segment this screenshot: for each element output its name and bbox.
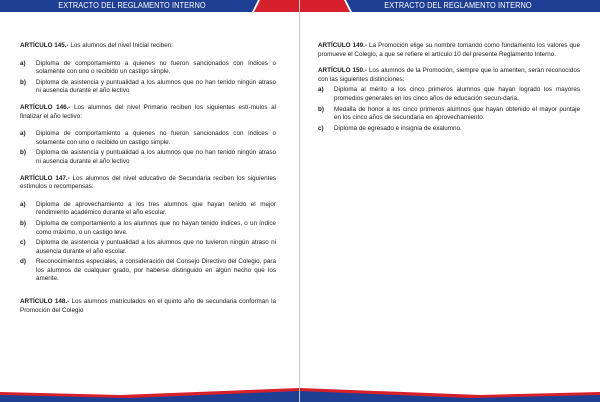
list-item: b) Medalla de honor a los cinco primeros alumnos que hayan obtenido el mayor puntaje en los cinco años de secundaria en aprovechamiento. [318, 105, 580, 122]
header-band-right [300, 0, 600, 13]
article-heading: ARTÍCULO 148.- [20, 298, 70, 306]
article-148 [20, 298, 276, 315]
list-item: b) Diploma de asistencia y puntualidad a los alumnos que no han tenido ningún atraso ni ausencia durante el año lectivo [20, 149, 276, 165]
right-content [318, 42, 580, 141]
article-heading: ARTÍCULO 147.- [20, 174, 70, 182]
article-149 [318, 42, 580, 59]
list-item: d) Reconocimientos especiales, a consideración del Consejo Directivo del Colegio, para los alumnos de cualquier grado, por haberse distinguido en algún hecho que los amerite. [20, 258, 276, 283]
list-item: a) Diploma al mérito a los cinco primeros alumnos que hayan logrado los mayores promedios generales en los cinco años de educación secun-daria. [318, 86, 580, 102]
article-150 [318, 67, 580, 133]
left-content [20, 42, 276, 323]
article-145 [20, 42, 276, 96]
header-title-left: EXTRACTO DEL REGLAMENTO INTERNO [58, 1, 206, 10]
list-item: c) Diploma de asistencia y puntualidad a los alumnos que no tuvieron ningún atraso ni ausencia durante el año escolar. [20, 239, 276, 255]
article-heading: ARTÍCULO 146.- [20, 103, 71, 111]
list-item: a) Diploma de comportamiento a quienes no fueron sancionados con índices o solamente con uno o recibido un castigo simple. [20, 130, 276, 146]
header-band-left [0, 0, 300, 13]
list-item: a) Diploma de comportamiento a quienes no fueron sancionados con índices o solamente con uno o recibido un castigo simple. [20, 59, 276, 76]
article-text: Los alumnos de la Promoción, siempre que lo ameriten, serán reconocidos con las siguientes distinciones: [318, 67, 580, 83]
footer-band-right [300, 386, 600, 402]
footer-band-left [0, 386, 300, 402]
list-item: c) Diploma de egresado e insignia de exalumno. [318, 124, 462, 132]
article-text: Los alumnos del nivel Inicial reciben: [68, 42, 173, 49]
article-heading: ARTÍCULO 149.- [318, 42, 367, 49]
header-title-right: EXTRACTO DEL REGLAMENTO INTERNO [384, 1, 532, 10]
article-heading: ARTÍCULO 150.- [318, 67, 367, 75]
article-text: Los alumnos del nivel educativo de Secundaria reciben los siguientes estímulos o recompensas: [20, 174, 276, 191]
article-147 [20, 175, 276, 285]
article-146 [20, 104, 276, 167]
article-heading: ARTÍCULO 145.- [20, 42, 69, 49]
list-item: b) Diploma de comportamiento a los alumnos que no hayan tenido índices, o un índice como máximo, o un castigo leve. [20, 219, 276, 236]
article-text: La Promoción elige su nombre tomando como fundamento los valores que promueve el Colegio, a que se refiere el artículo 10 del presente Reglamento Interno. [318, 42, 581, 58]
article-text: Los alumnos del nivel Primario reciben los siguientes estí-mulos al finalizar el año lectivo: [20, 103, 276, 120]
list-item: b) Diploma de asistencia y puntualidad a los alumnos que no han tenido ningún atraso ni ausencia durante el año lectivo [20, 78, 276, 95]
article-text: Los alumnos matriculados en el quinto año de secundaria conforman la Promoción del Colegio [20, 298, 276, 314]
list-item: a) Diploma de aprovechamiento a los tres alumnos que hayan tenido el mejor rendimiento académico durante el año escolar. [20, 200, 276, 217]
